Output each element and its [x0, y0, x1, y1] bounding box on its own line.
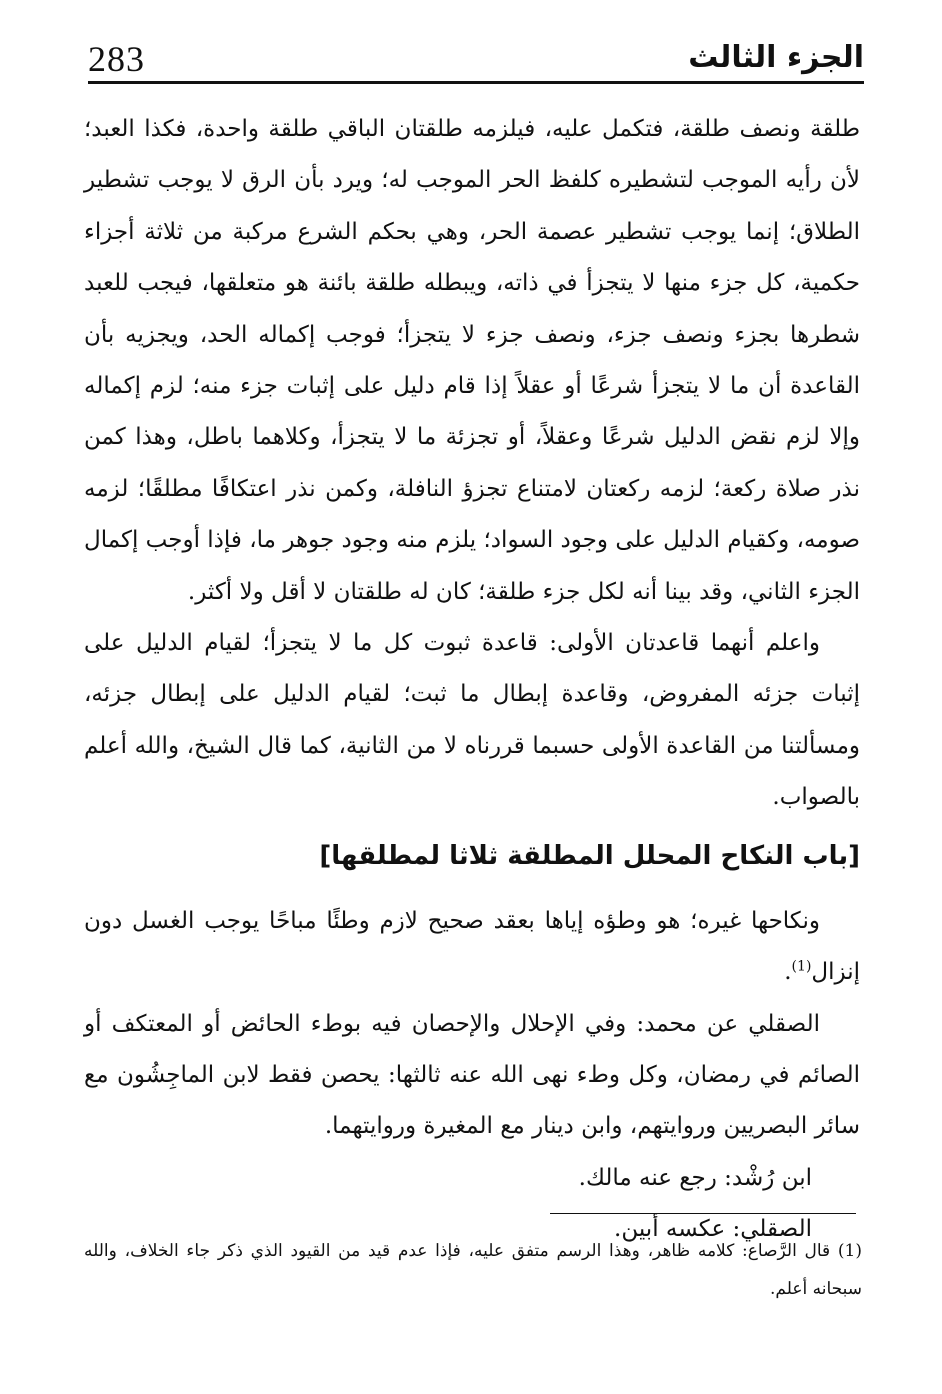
footnote-reference: (1) — [791, 958, 812, 975]
section-title: [باب النكاح المحلل المطلقة ثلاثا لمطلقها] — [319, 840, 860, 871]
footnote-separator — [550, 1213, 856, 1214]
body-text — [84, 104, 860, 1256]
running-title: الجزء الثالث — [688, 40, 864, 75]
section-paragraph-end: . — [784, 959, 792, 986]
header-rule — [88, 81, 864, 84]
paragraph-1: طلقة ونصف طلقة، فتكمل عليه، فيلزمه طلقتان الباقي طلقة واحدة، فكذا العبد؛ لأن رأيه الموجب لتشطيره كلفظ الحر الموجب له؛ ويرد بأن الرق لا يوجب تشطير الطلاق؛ إنما يوجب تشطير عصمة الحر، وهي بحكم الشرع مركبة من ثلاثة أجزاء حكمية، كل جزء منها لا يتجزأ في ذاته، ويبطله طلقة بائنة هو متعلقها، فيجب للعبد شطرها بجزء ونصف جزء، ونصف جزء لا يتجزأ؛ فوجب إكماله الحد، ويجزيه بأن القاعدة أن ما لا يتجزأ شرعًا أو عقلاً إذا قام دليل على إثبات جزء منه؛ لزم إكماله وإلا لزم نقض الدليل شرعًا وعقلاً، أو تجزئة ما لا يتجزأ، وكلاهما باطل، وهذا كمن نذر صلاة ركعة؛ لزمه ركعتان لامتناع تجزؤ النافلة، وكمن نذر اعتكافًا مطلقًا؛ لزمه صومه، وكقيام الدليل على وجود السواد؛ يلزم منه وجود جوهر ما، فإذا أوجب إكمال الجزء الثاني، وقد بينا أنه لكل جزء طلقة؛ كان له طلقتان لا أقل ولا أكثر. — [84, 116, 861, 605]
paragraph-siqilli: الصقلي عن محمد: وفي الإحلال والإحصان فيه بوطء الحائض أو المعتكف أو الصائم في رمضان، وكل وطء نهى الله عنه ثالثها: يحصن فقط لابن الماجِشُون مع سائر البصريين وروايتهم، وابن دينار مع المغيرة وروايتهما. — [84, 1010, 860, 1140]
page-header — [88, 30, 864, 84]
line-ibn-rushd: ابن رُشْد: رجع عنه مالك. — [578, 1164, 812, 1191]
page-number: 283 — [88, 39, 145, 79]
footnote: (1) قال الرَّصاع: كلامه ظاهر، وهذا الرسم متفق عليه، فإذا عدم قيد من القيود الذي ذكر جاء الخلاف، والله سبحانه أعلم. — [84, 1241, 862, 1299]
paragraph-2: واعلم أنهما قاعدتان الأولى: قاعدة ثبوت كل ما لا يتجزأ؛ لقيام الدليل على إثبات جزئه المفروض، وقاعدة إبطال ما ثبت؛ لقيام الدليل على إبطال جزئه، ومسألتنا من القاعدة الأولى حسبما قررناه لا من الثانية، كما قال الشيخ، والله أعلم بالصواب. — [84, 630, 860, 811]
line-siqilli: الصقلي: عكسه أبين. — [614, 1216, 812, 1243]
section-paragraph-text: ونكاحها غيره؛ هو وطؤه إياها بعقد صحيح لازم وطئًا مباحًا يوجب الغسل دون إنزال — [84, 907, 860, 986]
section-paragraph — [84, 896, 860, 999]
